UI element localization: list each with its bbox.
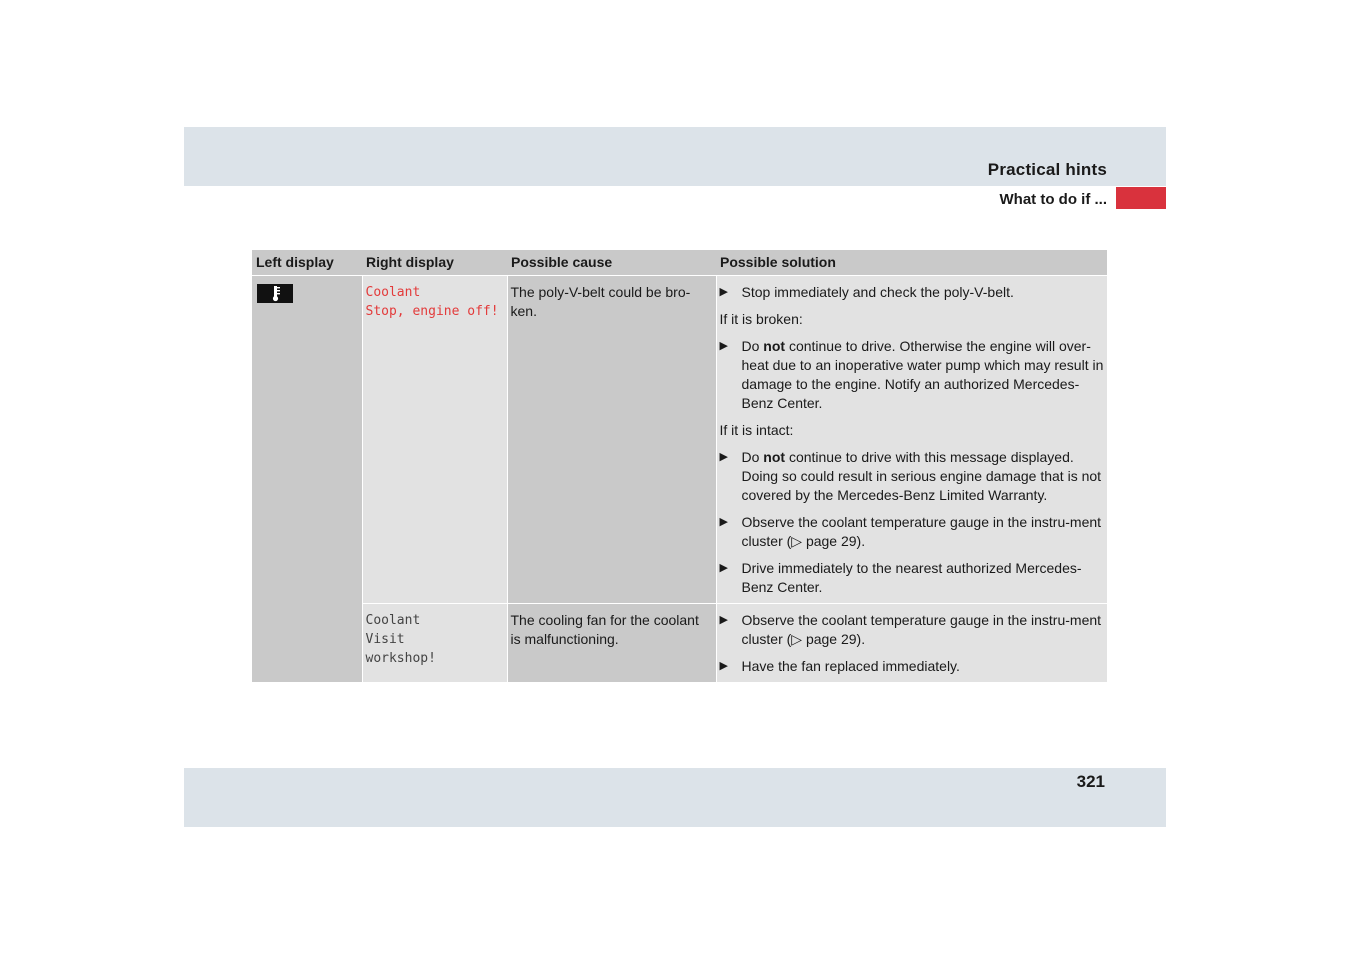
- bullet-arrow-icon: ▶: [719, 562, 728, 574]
- display-message-line: Coolant: [365, 285, 421, 300]
- solution-note: If it is broken:: [719, 311, 803, 327]
- solution-step: ▶ Observe the coolant temperature gauge in the instru-ment cluster (▷ page 29).: [719, 612, 1102, 647]
- display-message-line: Stop, engine off!: [365, 304, 499, 319]
- solution-note: If it is intact:: [719, 422, 794, 438]
- possible-cause-cell: The poly-V-belt could be bro-ken.: [507, 276, 716, 604]
- solution-step: ▶ Do not continue to drive. Otherwise the engine will over-heat due to an inoperative water pump which may result in damage to the engine. Notify an authorized Mercedes-Benz Center.: [719, 338, 1104, 411]
- page-number: 321: [1076, 772, 1105, 791]
- table-row: [252, 604, 1107, 683]
- bullet-arrow-icon: ▶: [719, 286, 728, 298]
- emphasis-not: not: [763, 338, 786, 354]
- display-message-line: Visit: [365, 632, 405, 647]
- possible-solution-cell: [716, 276, 1107, 604]
- solution-step: ▶ Observe the coolant temperature gauge in the instru-ment cluster (▷ page 29).: [719, 514, 1102, 549]
- left-display-cell: [252, 276, 362, 683]
- bullet-arrow-icon: ▶: [719, 516, 728, 528]
- solution-step: ▶ Do not continue to drive with this message displayed. Doing so could result in serious engine damage that is not covered by the Mercedes-Benz Limited Warranty.: [719, 449, 1102, 503]
- possible-solution-cell: [716, 604, 1107, 683]
- solution-step: ▶ Stop immediately and check the poly-V-belt.: [719, 284, 1014, 300]
- section-title: Practical hints: [987, 160, 1107, 179]
- table-header-row: [252, 250, 1107, 276]
- coolant-temperature-icon: [257, 284, 293, 303]
- right-display-cell: [362, 276, 507, 604]
- display-message-line: workshop!: [365, 651, 436, 666]
- footer-band: [184, 768, 1166, 827]
- possible-cause-cell: The cooling fan for the coolant is malfunctioning.: [507, 604, 716, 683]
- hints-table: [252, 250, 1107, 682]
- subsection-title: What to do if ...: [999, 191, 1107, 208]
- section-tab-marker: [1116, 187, 1166, 209]
- display-message-line: Coolant: [365, 613, 421, 628]
- right-display-cell: [362, 604, 507, 683]
- emphasis-not: not: [763, 449, 786, 465]
- column-header-possible-cause: Possible cause: [507, 250, 716, 276]
- solution-step: ▶ Drive immediately to the nearest authorized Mercedes-Benz Center.: [719, 560, 1082, 595]
- column-header-left-display: Left display: [252, 250, 362, 276]
- column-header-possible-solution: Possible solution: [716, 250, 1107, 276]
- column-header-right-display: Right display: [362, 250, 507, 276]
- bullet-arrow-icon: ▶: [719, 340, 728, 352]
- bullet-arrow-icon: ▶: [719, 451, 728, 463]
- bullet-arrow-icon: ▶: [719, 614, 728, 626]
- table-row: [252, 276, 1107, 604]
- solution-step: ▶ Have the fan replaced immediately.: [719, 658, 960, 674]
- bullet-arrow-icon: ▶: [719, 660, 728, 672]
